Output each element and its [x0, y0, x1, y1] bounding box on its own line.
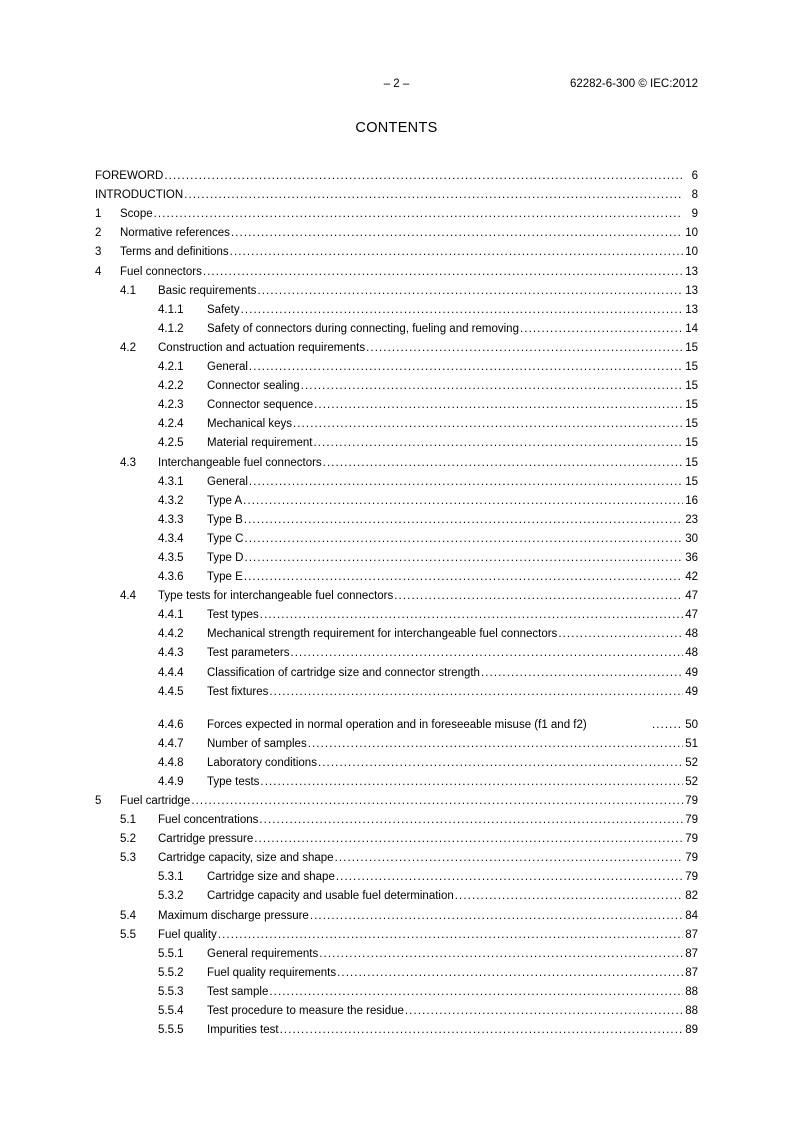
toc-entry-page: 15 — [685, 380, 698, 393]
toc-entry-title: General requirements — [207, 947, 319, 960]
dot-leader — [366, 341, 683, 355]
toc-entry-number: 2 — [95, 227, 102, 240]
toc-entry-page: 52 — [685, 756, 698, 769]
toc-entry[interactable] — [95, 699, 698, 732]
toc-entry[interactable] — [95, 183, 698, 202]
toc-entry-title: Interchangeable fuel connectors — [158, 456, 322, 469]
toc-entry[interactable] — [95, 1018, 698, 1037]
toc-entry-title: Connector sealing — [207, 380, 300, 393]
toc-entry-number: 5.1 — [120, 814, 136, 827]
toc-entry-title: Cartridge size and shape — [207, 871, 335, 884]
toc-entry[interactable] — [95, 999, 698, 1018]
toc-entry-title: Type A — [207, 494, 243, 507]
dot-leader — [323, 456, 683, 470]
toc-entry[interactable] — [95, 808, 698, 827]
toc-entry-title: Type C — [207, 532, 244, 545]
toc-entry-page: 16 — [685, 494, 698, 507]
toc-entry-page: 79 — [685, 833, 698, 846]
toc-entry-title: Test types — [207, 609, 259, 622]
toc-entry-number: 4.2.4 — [158, 418, 184, 431]
dot-leader — [313, 436, 683, 450]
toc-entry-page: 79 — [685, 795, 698, 807]
toc-entry-page: 52 — [685, 775, 698, 788]
toc-entry-page: 10 — [685, 227, 698, 240]
dot-leader — [241, 303, 683, 317]
toc-entry[interactable] — [95, 865, 698, 884]
toc-entry-number: 4.2.1 — [158, 361, 184, 374]
toc-entry-number: 4.1.1 — [158, 303, 184, 316]
toc-entry-number: 4.1.2 — [158, 322, 184, 335]
page-title: CONTENTS — [355, 120, 438, 136]
toc-entry[interactable] — [95, 827, 698, 846]
dot-leader — [243, 494, 683, 508]
toc-entry-page: 50 — [685, 718, 698, 731]
toc-entry-number: 5.5.3 — [158, 985, 184, 998]
dot-leader — [164, 169, 683, 183]
toc-entry-page: 47 — [685, 609, 698, 622]
toc-entry-title: Fuel quality requirements — [207, 966, 337, 979]
dot-leader — [269, 685, 683, 699]
toc-entry-number: 5.5.1 — [158, 947, 184, 960]
toc-entry[interactable] — [95, 355, 698, 374]
toc-entry-page: 87 — [685, 928, 698, 941]
toc-entry-page: 89 — [685, 1024, 698, 1037]
toc-entry[interactable] — [95, 980, 698, 999]
toc-entry-page: 30 — [685, 532, 698, 545]
dot-leader — [244, 513, 683, 527]
toc-entry-page: 15 — [685, 341, 698, 354]
toc-entry-title: Fuel concentrations — [158, 814, 259, 827]
dot-leader — [184, 188, 683, 202]
toc-entry-page: 79 — [685, 871, 698, 884]
toc-entry-title: Test parameters — [207, 647, 290, 660]
toc-entry-title: Cartridge capacity and usable fuel determination — [207, 890, 454, 903]
toc-entry-number: 5.4 — [120, 909, 136, 922]
toc-entry[interactable] — [95, 770, 698, 789]
toc-entry-page: 87 — [685, 947, 698, 960]
dot-leader — [154, 207, 683, 221]
dot-leader — [260, 608, 683, 622]
dot-leader — [308, 737, 683, 751]
toc-entry-page: 9 — [691, 208, 698, 221]
toc-entry-page: 88 — [685, 985, 698, 998]
toc-entry-number: 4.4 — [120, 590, 136, 603]
toc-entry-number: 4.3.6 — [158, 571, 184, 584]
toc-entry[interactable] — [95, 751, 698, 770]
toc-entry-page: 51 — [685, 737, 698, 750]
document-id-header: 62282-6-300 © IEC:2012 — [569, 78, 698, 90]
toc-entry-title: Material requirement — [207, 437, 313, 450]
toc-entry-title: Maximum discharge pressure — [158, 909, 309, 922]
dot-leader — [314, 398, 683, 412]
dot-leader — [244, 551, 683, 565]
toc-entry[interactable] — [95, 393, 698, 412]
toc-entry-title: Scope — [120, 208, 153, 221]
toc-entry-title: Impurities test — [207, 1024, 279, 1037]
dot-leader — [319, 947, 683, 961]
toc-entry-number: 4.2.3 — [158, 399, 184, 412]
toc-entry[interactable] — [95, 584, 698, 603]
toc-entry-page: 13 — [685, 265, 698, 278]
toc-entry[interactable] — [95, 660, 698, 679]
toc-entry-page: 15 — [685, 418, 698, 431]
toc-entry-title: Type tests — [207, 775, 260, 788]
toc-entry[interactable] — [95, 279, 698, 298]
toc-entry-page: 47 — [685, 590, 698, 603]
dot-leader — [558, 627, 683, 641]
toc-entry[interactable] — [95, 641, 698, 660]
toc-entry-number: 4.3.5 — [158, 551, 184, 564]
toc-entry-title: Test fixtures — [207, 685, 269, 698]
toc-entry[interactable] — [95, 298, 698, 317]
toc-entry[interactable] — [95, 164, 698, 183]
toc-entry[interactable] — [95, 565, 698, 584]
toc-entry-title: INTRODUCTION — [95, 189, 184, 202]
toc-entry-page: 79 — [685, 852, 698, 865]
toc-entry-number: 4.2 — [120, 341, 136, 354]
toc-entry-title: Type D — [207, 551, 244, 564]
dot-leader — [249, 475, 683, 489]
toc-entry-page: 15 — [685, 437, 698, 450]
toc-entry-title: Fuel cartridge — [120, 795, 191, 807]
toc-entry-title: Classification of cartridge size and connector strength — [207, 666, 480, 679]
toc-entry-page: 13 — [685, 284, 698, 297]
dot-leader — [260, 775, 683, 789]
toc-entry[interactable] — [95, 884, 698, 903]
toc-entry-number: 4.4.1 — [158, 609, 184, 622]
dot-leader — [301, 379, 683, 393]
toc-entry[interactable] — [95, 903, 698, 922]
toc-entry-page: 15 — [685, 399, 698, 412]
toc-entry[interactable] — [95, 450, 698, 469]
toc-entry[interactable] — [95, 622, 698, 641]
toc-entry[interactable] — [95, 470, 698, 489]
toc-entry-number: 4.4.5 — [158, 685, 184, 698]
dot-leader — [254, 832, 683, 846]
toc-entry-page: 79 — [685, 814, 698, 827]
dot-leader — [257, 284, 683, 298]
toc-entry-number: 5.3.2 — [158, 890, 184, 903]
toc-entry-page: 6 — [691, 170, 698, 183]
toc-entry[interactable] — [95, 336, 698, 355]
toc-entry-number: 4.4.3 — [158, 647, 184, 660]
toc-entry[interactable] — [95, 789, 698, 808]
toc-entry[interactable] — [95, 508, 698, 527]
toc-entry-number: 4.2.2 — [158, 380, 184, 393]
toc-entry[interactable] — [95, 431, 698, 450]
toc-entry-title: General — [207, 475, 248, 488]
toc-entry-number: 4.4.7 — [158, 737, 184, 750]
dot-leader — [336, 870, 683, 884]
toc-entry-page: 15 — [685, 475, 698, 488]
toc-entry-number: 1 — [95, 208, 102, 221]
toc-entry-number: 4.3 — [120, 456, 136, 469]
toc-entry-number: 4.4.8 — [158, 756, 184, 769]
toc-entry-title: Safety of connectors during connecting, fueling and removing — [207, 322, 519, 335]
toc-entry-number: 5.5.5 — [158, 1024, 184, 1037]
toc-entry-page: 48 — [685, 647, 698, 660]
toc-entry-title: Basic requirements — [158, 284, 257, 297]
dot-leader — [269, 985, 683, 999]
dot-leader — [394, 589, 683, 603]
dot-leader — [249, 360, 683, 374]
toc-entry[interactable] — [95, 489, 698, 508]
toc-entry[interactable] — [95, 680, 698, 699]
toc-entry-title: Mechanical keys — [207, 418, 293, 431]
toc-entry[interactable] — [95, 259, 698, 278]
toc-entry-page: 88 — [685, 1005, 698, 1018]
toc-entry[interactable] — [95, 527, 698, 546]
toc-entry-title: Mechanical strength requirement for interchangeable fuel connectors — [207, 628, 558, 641]
dot-leader — [405, 1004, 683, 1018]
dot-leader — [293, 417, 683, 431]
toc-entry[interactable] — [95, 317, 698, 336]
toc-entry-page: 84 — [685, 909, 698, 922]
toc-entry[interactable] — [95, 412, 698, 431]
toc-entry-title: Cartridge pressure — [158, 833, 254, 846]
dot-leader — [310, 909, 683, 923]
toc-entry-number: 5 — [95, 795, 102, 807]
toc-entry-number: 4.2.5 — [158, 437, 184, 450]
toc-entry-number: 4.4.4 — [158, 666, 184, 679]
toc-entry-title: Test sample — [207, 985, 269, 998]
toc-entry[interactable] — [95, 603, 698, 622]
toc-entry[interactable] — [95, 374, 698, 393]
toc-entry-title: Fuel quality — [158, 928, 217, 941]
toc-entry-number: 4.4.9 — [158, 775, 184, 788]
dot-leader — [290, 646, 683, 660]
toc-entry-page: 36 — [685, 551, 698, 564]
toc-entry-number: 4.3.2 — [158, 494, 184, 507]
toc-entry-title: Laboratory conditions — [207, 756, 317, 769]
toc-entry-title: Construction and actuation requirements — [158, 341, 366, 354]
toc-entry[interactable] — [95, 202, 698, 221]
toc-entry[interactable] — [95, 546, 698, 565]
dot-leader — [481, 666, 683, 680]
toc-entry-page: 14 — [685, 322, 698, 335]
toc-entry-page: 87 — [685, 966, 698, 979]
page-number-header: – 2 – — [383, 78, 410, 90]
toc-entry-title: Type B — [207, 513, 243, 526]
dot-leader — [218, 928, 683, 942]
toc-entry-page: 49 — [685, 666, 698, 679]
toc-entry-number: 5.5 — [120, 928, 136, 941]
toc-entry-page: 13 — [685, 303, 698, 316]
toc-entry-title: Number of samples — [207, 737, 307, 750]
toc-entry-number: 5.5.4 — [158, 1005, 184, 1018]
dot-leader — [520, 322, 683, 336]
toc-entry-page: 48 — [685, 628, 698, 641]
toc-entry-number: 4.3.3 — [158, 513, 184, 526]
dot-leader — [318, 756, 683, 770]
toc-entry-number: 4.4.2 — [158, 628, 184, 641]
toc-entry-number: 5.3 — [120, 852, 136, 865]
toc-entry-title: Terms and definitions — [120, 246, 229, 259]
toc-entry-number: 5.3.1 — [158, 871, 184, 884]
toc-entry-page: 15 — [685, 456, 698, 469]
dot-leader — [337, 966, 683, 980]
toc-entry-page: 82 — [685, 890, 698, 903]
toc-entry-number: 3 — [95, 246, 102, 259]
dot-leader — [455, 889, 683, 903]
toc-entry-number: 4.4.6 — [158, 718, 184, 731]
toc-entry-title: FOREWORD — [95, 170, 164, 183]
toc-entry-page: 49 — [685, 685, 698, 698]
toc-entry-title: Fuel connectors — [120, 265, 202, 278]
dot-leader — [335, 851, 683, 865]
dot-leader — [244, 570, 683, 584]
toc-entry-title: Connector sequence — [207, 399, 314, 412]
toc-entry-page: 42 — [685, 571, 698, 584]
dot-leader — [259, 813, 683, 827]
dot-leader — [652, 718, 683, 732]
toc-entry-title: General — [207, 361, 248, 374]
toc-entry[interactable] — [95, 961, 698, 980]
toc-entry-number: 4.3.1 — [158, 475, 184, 488]
toc-entry-page: 10 — [685, 246, 698, 259]
dot-leader — [191, 794, 683, 808]
toc-entry[interactable] — [95, 240, 698, 259]
toc-entry-title: Type E — [207, 571, 243, 584]
toc-entry[interactable] — [95, 923, 698, 942]
dot-leader — [203, 265, 683, 279]
toc-entry-title: Test procedure to measure the residue — [207, 1005, 404, 1018]
toc-entry-title: Cartridge capacity, size and shape — [158, 852, 334, 865]
toc-entry-page: 15 — [685, 361, 698, 374]
toc-entry-title: Normative references — [120, 227, 230, 240]
dot-leader — [231, 226, 683, 240]
table-of-contents — [95, 164, 698, 1037]
toc-entry[interactable] — [95, 846, 698, 865]
toc-entry-title: Type tests for interchangeable fuel connectors — [158, 590, 394, 603]
toc-entry-number: 4.3.4 — [158, 532, 184, 545]
dot-leader — [280, 1023, 683, 1037]
toc-entry[interactable] — [95, 942, 698, 961]
toc-entry-page: 8 — [691, 189, 698, 202]
toc-entry-number: 4.1 — [120, 284, 136, 297]
toc-entry-number: 5.2 — [120, 833, 136, 846]
toc-entry-title: Safety — [207, 303, 240, 316]
toc-entry-title: Forces expected in normal operation and in foreseeable misuse (f1 and f2) — [207, 718, 587, 731]
toc-entry-number: 4 — [95, 265, 102, 278]
toc-entry-page: 23 — [685, 513, 698, 526]
toc-entry[interactable] — [95, 732, 698, 751]
dot-leader — [230, 245, 683, 259]
dot-leader — [244, 532, 683, 546]
toc-entry-number: 5.5.2 — [158, 966, 184, 979]
toc-entry[interactable] — [95, 221, 698, 240]
